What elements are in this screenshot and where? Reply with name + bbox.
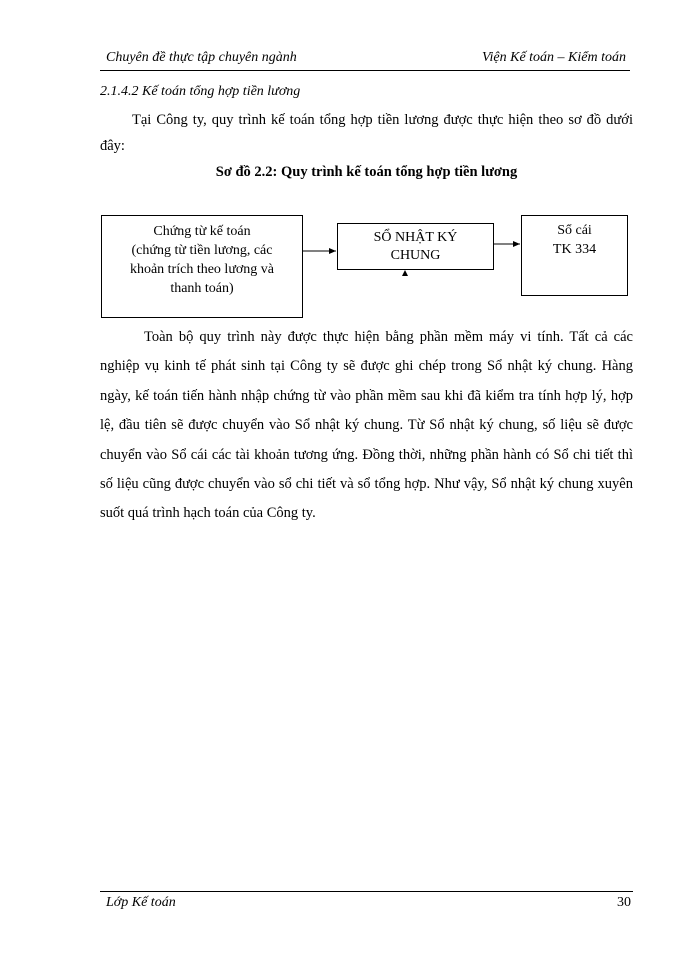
footer-class-name: Lớp Kế toán [106,895,176,910]
section-title: 2.1.4.2 Kế toán tổng hợp tiền lương [100,84,301,99]
voucher-box-line-4: thanh toán) [170,281,234,296]
voucher-box [101,215,303,318]
voucher-box-line-3: khoản trích theo lương và [129,262,275,277]
ledger-box [521,215,628,296]
diagram-caption: Sơ đồ 2.2: Quy trình kế toán tổng hợp tiền lương [215,164,518,180]
ledger-box-line-2: TK 334 [552,242,597,257]
body-paragraph: Toàn bộ quy trình này được thực hiện bằng phần mềm máy vi tính. Tất cả các nghiệp vụ kinh tế phát sinh tại Công ty sẽ được ghi chép trong Sổ nhật ký chung. Hàng ngày, kế toán tiến hành nhập chứng từ vào phần mềm sau khi đã kiểm tra tính hợp lý, hợp lệ, đầu tiên sẽ được chuyển vào Sổ nhật ký chung. Từ Sổ nhật ký chung, số liệu sẽ được chuyển vào Sổ cái các tài khoản tương ứng. Đồng thời, những phần hành có Sổ chi tiết thì số liệu cũng được chuyển vào sổ chi tiết và sổ tổng hợp. Như vậy, Sổ nhật ký chung xuyên suốt quá trình hạch toán của Công ty. [100,329,633,522]
voucher-box-line-2: (chứng từ tiền lương, các [131,243,273,258]
journal-box-line-1: SỔ NHẬT KÝ [373,230,458,245]
page-number: 30 [617,895,631,910]
voucher-box-line-1: Chứng từ kế toán [153,224,251,239]
intro-paragraph: Tại Công ty, quy trình kế toán tổng hợp tiền lương được thực hiện theo sơ đồ dưới đây: [100,112,633,154]
journal-box-line-2: CHUNG [390,248,441,263]
small-up-arrow [402,270,408,276]
ledger-box-line-1: Sổ cái [557,223,592,238]
header-left-text: Chuyên đề thực tập chuyên ngành [106,50,297,65]
page-footer [100,891,633,910]
general-journal-box [337,223,494,270]
header-right-text: Viện Kế toán – Kiểm toán [482,50,626,65]
